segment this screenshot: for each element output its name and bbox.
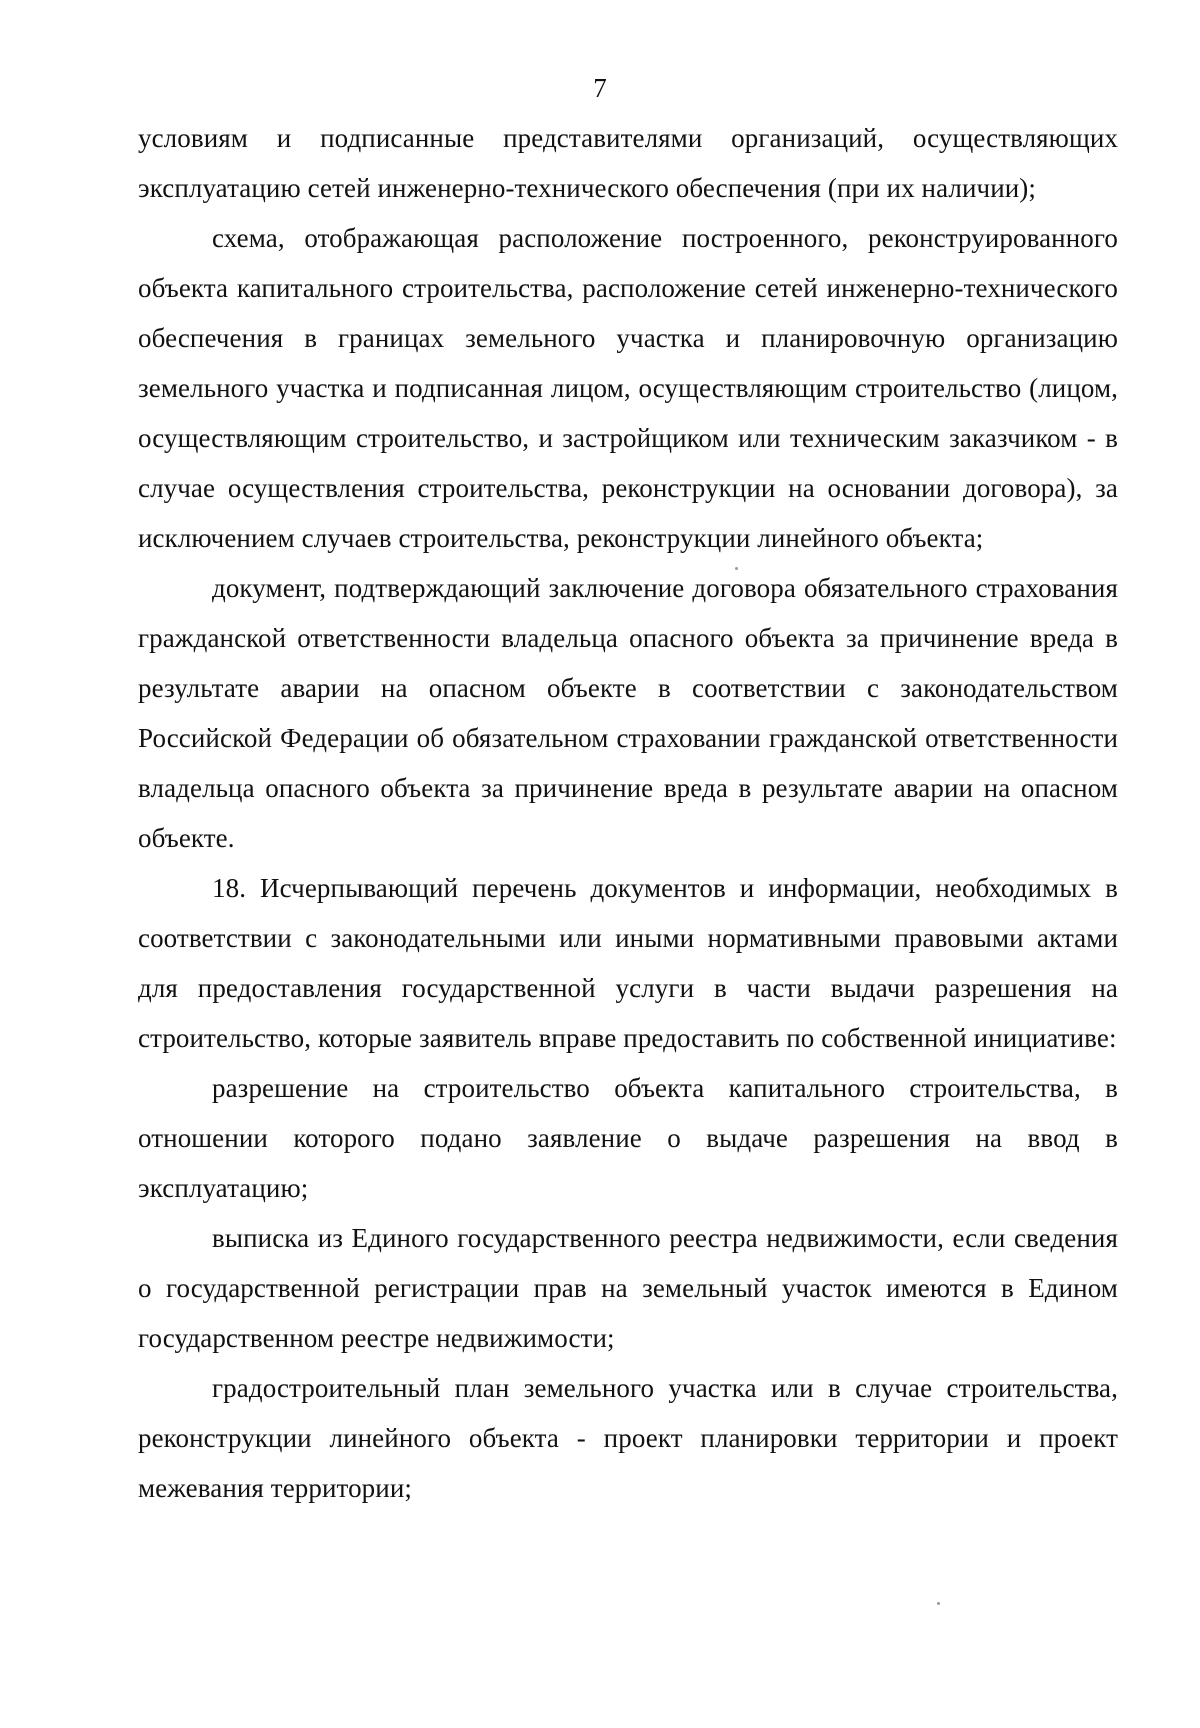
- document-body: [138, 113, 1118, 1513]
- paragraph-clause-18: 18. Исчерпывающий перечень документов и информации, необходимых в соответствии с законодательными или иными нормативными правовыми актами для предоставления государственной услуги в части выдачи разрешения на строительство, которые заявитель вправе предоставить по собственной инициативе:: [138, 873, 1118, 1053]
- paragraph-continuation: условиям и подписанные представителями организаций, осуществляющих эксплуатацию сетей инженерно-технического обеспечения (при их наличии);: [138, 123, 1118, 203]
- paragraph-registry-extract-item: выписка из Единого государственного реестра недвижимости, если сведения о государственной регистрации прав на земельный участок имеются в Едином государственном реестре недвижимости;: [138, 1223, 1118, 1353]
- scan-speck: [735, 567, 738, 570]
- scan-speck: [937, 1602, 940, 1605]
- paragraph-urban-plan-item: градостроительный план земельного участка или в случае строительства, реконструкции линейного объекта - проект планировки территории и проект межевания территории;: [138, 1373, 1118, 1503]
- paragraph-scheme-item: схема, отображающая расположение построенного, реконструированного объекта капитального строительства, расположение сетей инженерно-технического обеспечения в границах земельного участка и планировочную организацию земельного участка и подписанная лицом, осуществляющим строительство (лицом, осуществляющим строительство, и застройщиком или техническим заказчиком - в случае осуществления строительства, реконструкции на основании договора), за исключением случаев строительства, реконструкции линейного объекта;: [138, 223, 1118, 553]
- paragraph-insurance-item: документ, подтверждающий заключение договора обязательного страхования гражданской ответственности владельца опасного объекта за причинение вреда в результате аварии на опасном объекте в соответствии с законодательством Российской Федерации об обязательном страховании гражданской ответственности владельца опасного объекта за причинение вреда в результате аварии на опасном объекте.: [138, 573, 1118, 853]
- page-number: 7: [593, 73, 607, 103]
- paragraph-permit-item: разрешение на строительство объекта капитального строительства, в отношении которого подано заявление о выдаче разрешения на ввод в эксплуатацию;: [138, 1073, 1118, 1203]
